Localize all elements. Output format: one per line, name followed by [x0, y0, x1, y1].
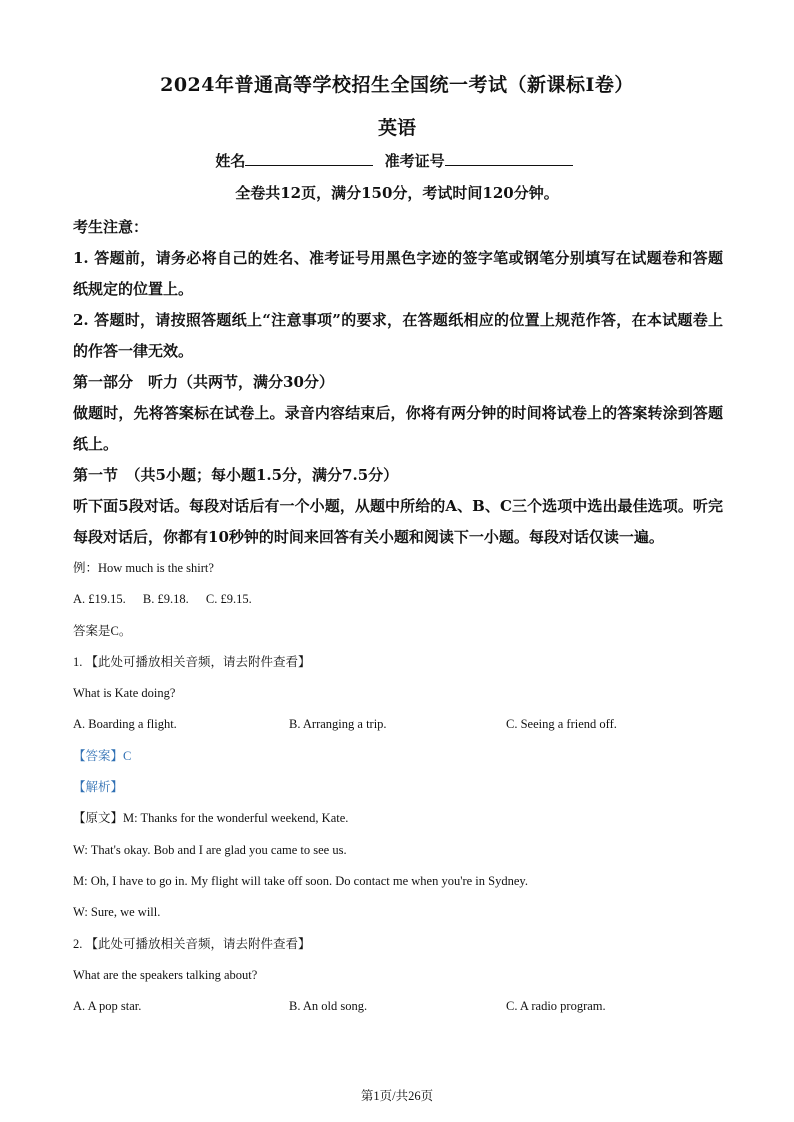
q1-answer: 【答案】C — [73, 748, 132, 763]
example-answer: 答案是C。 — [73, 623, 132, 638]
name-blank — [245, 151, 373, 166]
q1-transcript-line: M: Oh, I have to go in. My flight will take off soon. Do contact me when you're in Sydney. — [73, 873, 528, 888]
example-question: 例：How much is the shirt? — [73, 561, 214, 575]
exam-title: 2024年普通高等学校招生全国统一考试（新课标Ⅰ卷） — [160, 74, 634, 96]
q2-options — [73, 991, 723, 1022]
q1-transcript-line: W: That's okay. Bob and I are glad you came to see us. — [73, 842, 347, 857]
notice-heading: 考生注意： — [73, 218, 149, 236]
q1-option-a: A. Boarding a flight. — [73, 717, 177, 732]
example-option-b: B. £9.18. — [142, 592, 189, 607]
q2-question: What are the speakers talking about? — [73, 967, 258, 982]
id-blank — [445, 151, 573, 166]
example-option-a: A. £19.15. — [73, 592, 126, 607]
q2-option-b: B. An old song. — [289, 999, 368, 1014]
section1-instruction: 听下面5段对话。每段对话后有一个小题，从题中所给的A、B、C三个选项中选出最佳选项。听完每段对话后，你都有10秒钟的时间来回答有关小题和阅读下一小题。每段对话仅读一遍。 — [73, 497, 723, 546]
q2-audio-note: 2. 【此处可播放相关音频，请去附件查看】 — [73, 936, 311, 951]
example-option-c: C. £9.15. — [205, 592, 252, 607]
candidate-fields — [0, 150, 794, 171]
subject-title: 英语 — [377, 117, 416, 139]
q1-analysis-label: 【解析】 — [73, 780, 124, 795]
q1-audio-note: 1. 【此处可播放相关音频，请去附件查看】 — [73, 654, 311, 669]
q2-option-a: A. A pop star. — [73, 999, 142, 1014]
q1-question: What is Kate doing? — [73, 686, 176, 701]
q1-option-b: B. Arranging a trip. — [289, 717, 387, 732]
name-label: 姓名 — [215, 152, 246, 170]
example-options — [73, 584, 723, 615]
notice-item-2: 2. 答题时，请按照答题纸上“注意事项”的要求，在答题纸相应的位置上规范作答，在本试题卷上的作答一律无效。 — [73, 311, 723, 360]
q1-options — [73, 709, 723, 740]
part1-instruction: 做题时，先将答案标在试卷上。录音内容结束后，你将有两分钟的时间将试卷上的答案转涂到答题纸上。 — [73, 404, 723, 453]
page-number: 第1页/共26页 — [360, 1089, 434, 1103]
section1-heading: 第一节 （共5小题；每小题1.5分，满分7.5分） — [73, 466, 399, 484]
q1-transcript-line: 【原文】M: Thanks for the wonderful weekend, Kate. — [73, 811, 349, 826]
id-label: 准考证号 — [384, 152, 445, 170]
q1-transcript-line: W: Sure, we will. — [73, 905, 161, 920]
exam-content — [73, 212, 723, 1022]
notice-item-1: 1. 答题前，请务必将自己的姓名、准考证号用黑色字迹的签字笔或钢笔分别填写在试题卷和答题纸规定的位置上。 — [73, 249, 723, 298]
exam-summary: 全卷共12页，满分150分，考试时间120分钟。 — [235, 184, 559, 202]
q2-option-c: C. A radio program. — [506, 999, 606, 1014]
part1-heading: 第一部分 听力（共两节，满分30分） — [73, 373, 334, 391]
q1-option-c: C. Seeing a friend off. — [506, 717, 617, 732]
